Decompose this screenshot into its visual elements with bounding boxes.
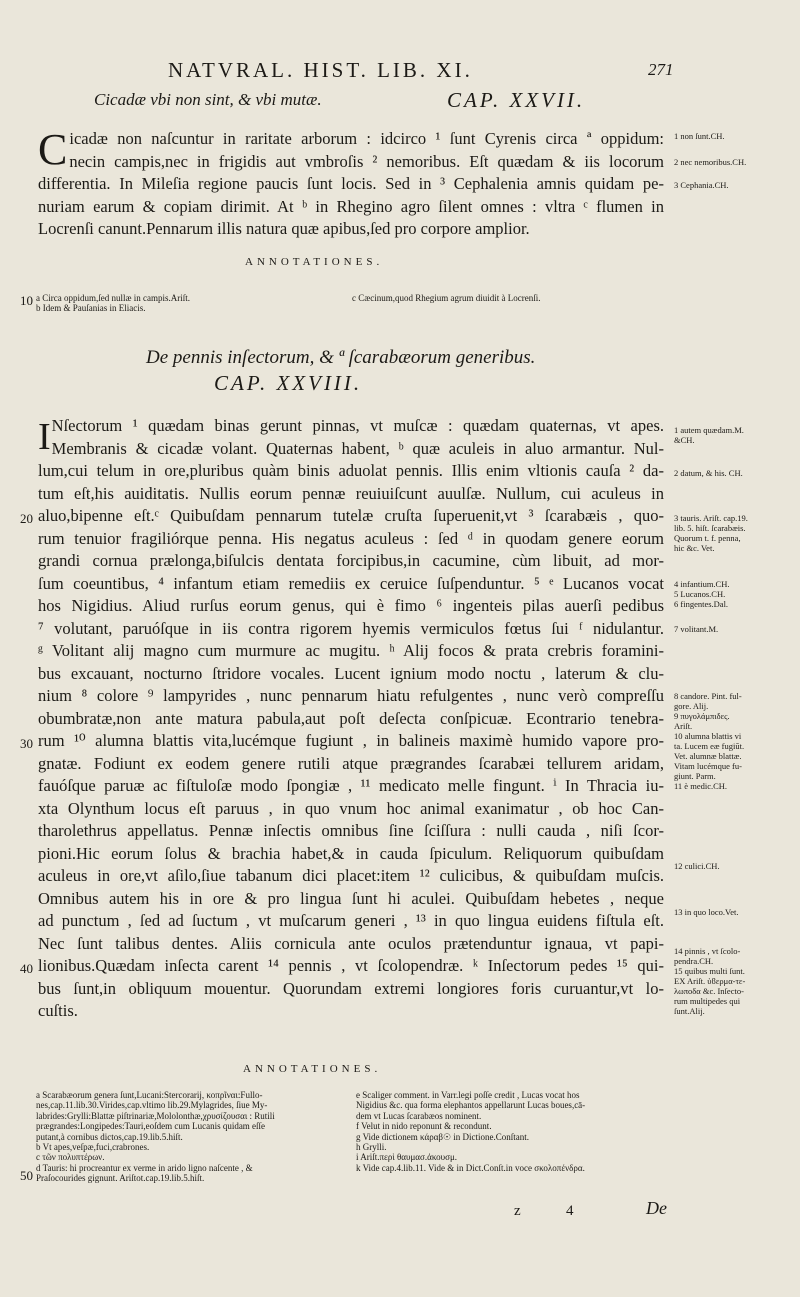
text-line: ᵍ Volitant alij magno cum murmure ac mugitu. ʰ Alij focos & prata crebris foramini- xyxy=(38,641,664,660)
annotation: a Circa oppidum,ſed nullæ in campis.Ariſt. xyxy=(36,293,190,303)
annotations-heading: ANNOTATIONES. xyxy=(243,1063,382,1075)
margin-note: 4 infantium.CH. 5 Lucanos.CH. 6 fingentes.Dal. xyxy=(674,579,730,609)
margin-note: 3 Cephania.CH. xyxy=(674,180,729,190)
annotation: b Idem & Pauſanias in Eliacis. xyxy=(36,303,146,314)
text-line: rum tenuior fragiliórque penna. His negatus aculeus : ſed ᵈ in quodam genere eorum xyxy=(38,528,664,548)
annotation-block xyxy=(36,293,190,314)
annotation-block-left: a Scarabæorum genera ſunt,Lucani:Stercorarij, κοπρῖναι:Fullo- nes,cap.11.lib.30.Virides,cap.vltimo lib.29.Mylagrides, ſiue My- labrides:Grylli:Blattæ piſtrinariæ,Mololonthæ,χρυσίζουσαι : Rutili prægrandes:Longipedes:Tauri,eoſdem cum Lucanis quidam eſſe putant,à cornibus dictos,cap.19.lib.5.hiſt. b Vt apes,veſpæ,fuci,crabrones. c τῶν πολυπτέρων. d Tauris: hi procreantur ex verme in arido ligno naſcente , & Praſocourides gignunt. Ariſtot.cap.19.lib.5.hiſt. xyxy=(36,1090,275,1184)
text-line: tum eſt,his auiditatis. Nullis eorum pennæ reuiuiſcunt auulſæ. Nullum, cui aculeus in xyxy=(38,483,664,503)
chapter-28-text xyxy=(38,415,664,1023)
margin-note: 1 autem quædam.M. &CH. xyxy=(674,425,744,445)
text-line: Nſectorum ¹ quædam binas gerunt pinnas, vt muſcæ : quædam quaternas, vt apes. xyxy=(51,416,664,435)
margin-note: 8 candore. Pint. ful- gore. Alij. 9 πυγολάμπιδες. Ariſt. 10 alumna blattis vi ta. Lucem eæ fugiūt. Vet. alumnæ blattæ. Vitam lucémque fu- giunt. Parm. 11 è medic.CH. xyxy=(674,691,745,791)
annotations-heading: ANNOTATIONES. xyxy=(245,256,384,268)
chapter-27-title: Cicadæ vbi non sint, & vbi mutæ. xyxy=(94,90,322,109)
chapter-28-title: De pennis inſectorum, & ª ſcarabæorum generibus. xyxy=(146,347,536,368)
margin-note: 12 culici.CH. xyxy=(674,861,720,871)
text-line: ⁷ volutant, paruóſque in iis contra rigorem hyemis vermiculos fœtus ſui ᶠ nidulantur. xyxy=(38,618,664,638)
line-number: 50 xyxy=(20,1168,33,1183)
text-line: cuſtis. xyxy=(38,1001,78,1020)
text-line: ad punctum , ſed ad ſuctum , vt muſcarum generi , ¹³ in quo lingua euidens fiſtula eſt. xyxy=(38,911,664,930)
margin-note: 13 in quo loco.Vet. xyxy=(674,907,739,917)
text-line: aculeus in ore,vt aſilo,ſiue tabanum dici placet:item ¹² culicibus, & quibuſdam muſcis. xyxy=(38,866,664,885)
text-line: rum ¹⁰ alumna blattis vita,lucémque fugiunt , in balineis maximè humido vapore pro- xyxy=(38,731,664,750)
margin-note: 1 non ſunt.CH. xyxy=(674,131,725,141)
signature-letter: z xyxy=(514,1203,521,1219)
text-line: Locrenſi canunt.Pennarum illis natura quæ apibus,ſed pro corpore amplior. xyxy=(38,219,530,238)
text-line: Omnibus autem his in ore & pro lingua ſunt hi aculei. Quibuſdam hebetes , neque xyxy=(38,888,664,908)
line-number: 20 xyxy=(20,511,33,526)
drop-cap: C xyxy=(38,125,68,174)
text-line: icadæ non naſcuntur in raritate arborum : idcirco ¹ ſunt Cyrenis circa ª oppidum: xyxy=(69,129,664,148)
drop-cap: I xyxy=(38,416,51,458)
text-line: necin campis,nec in frigidis aut vmbroſis ² nemoribus. Eſt quædam & iis locorum xyxy=(69,151,664,171)
text-line: fauóſque paruæ ac fiſtuloſæ modo ſpongiæ , ¹¹ medicato melle fingunt. ⁱ In Thracia iu- xyxy=(38,776,664,795)
annotation: c Cæcinum,quod Rhegium agrum diuidit à Locrenſi. xyxy=(352,293,541,303)
catchword: De xyxy=(646,1198,667,1218)
running-title: NATVRAL. HIST. LIB. XI. xyxy=(168,58,473,82)
signature-number: 4 xyxy=(566,1203,574,1219)
text-line: tharolethrus appellatus. Pennæ inſectis omnibus ſine ſciſſura : nulli cauda , niſi ſcor- xyxy=(38,821,664,840)
annotation-block-right: e Scaliger comment. in Varr.legi poſſe credit , Lucas vocat hos Nigidius &c. qua forma elephantos appellarunt Lucas boues,cā- dem vt Lucas ſcarabæos nominent. f Velut in nido reponunt & recondunt. g Vide dictionem κάραβ☉ in Dictione.Conſtant. h Grylli. i Ariſt.περὶ θαυμασ.ἀκουσμ. k Vide cap.4.lib.11. Vide & in Dict.Conſt.in voce σκολοπένδρα. xyxy=(356,1090,586,1173)
text-line: grandi cornua prælonga,biſulcis dentata forcipibus,in cacumine, cùm libuit, ad mor- xyxy=(38,551,664,570)
margin-note: 14 pinnis , vt ſcolo- pendra.CH. 15 quibus multi ſunt. EX Ariſt. ὑϐερμα-τε- λωποδα &c. Inſecto- rum multipedes qui ſunt.Alij. xyxy=(674,946,746,1016)
text-line: obumbratæ,non ante matura pabula,aut poſt deſecta conſpicuæ. Econtrario tenebra- xyxy=(38,708,664,728)
text-line: nium ⁸ colore ⁹ lampyrides , nunc pennarum hiatu refulgentes , nunc verò compreſſu xyxy=(38,686,664,705)
text-line: differentia. In Mileſia regione paucis ſunt locis. Sed in ³ Cephalenia amnis quidam pe- xyxy=(38,174,664,193)
chapter-27-number: CAP. XXVII. xyxy=(447,88,586,112)
line-number: 10 xyxy=(20,293,33,308)
text-line: pioni.Hic eorum ſolus & brachia habet,& in cauda ſpiculum. Reliquorum quibuſdam xyxy=(38,843,664,863)
margin-note: 7 volitant.M. xyxy=(674,624,719,634)
text-line: hos Nigidius. Aliud rurſus eorum genus, qui è fimo ⁶ ingenteis pilas auerſi pedibus xyxy=(38,596,664,615)
chapter-28-number: CAP. XXVIII. xyxy=(214,371,363,395)
text-line: Membranis & cicadæ volant. Quaternas habent, ᵇ quæ aculeis in aluo armantur. Nul- xyxy=(51,438,664,458)
text-line: nuriam earum & copiam dirimit. At ᵇ in Rhegino agro ſilent omnes : vltra ᶜ flumen in xyxy=(38,196,664,216)
text-line: bus excauant, nocturno ſtridore vocales. Lucent ignium modo noctu , laterum & clu- xyxy=(38,663,664,683)
text-line: lionibus.Quædam inſecta carent ¹⁴ pennis , vt ſcolopendræ. ᵏ Inſectorum pedes ¹⁵ qui- xyxy=(38,956,664,975)
margin-note: 2 datum, & his. CH. xyxy=(674,468,743,478)
margin-note: 2 nec nemoribus.CH. xyxy=(674,157,747,167)
text-line: gnatæ. Fodiunt ex eodem genere rutili atque prægrandes ſcarabæi tellurem aridam, xyxy=(38,753,664,773)
text-line: Nec ſunt talibus dentes. Aliis cornicula ante oculos prætenduntur ignaua, vt papi- xyxy=(38,933,664,953)
text-line: aluo,bipenne eſt.ᶜ Quibuſdam pennarum tutelæ cruſta ſuperuenit,vt ³ ſcarabæis , quo- xyxy=(38,506,664,525)
page-number: 271 xyxy=(648,60,674,79)
text-line: bus ſunt,in obliquum mouentur. Quorundam extremi longiores foris curuantur,vt lo- xyxy=(38,978,664,998)
chapter-27-text xyxy=(38,125,664,241)
line-number: 40 xyxy=(20,961,33,976)
margin-note: 3 tauris. Ariſt. cap.19. lib. 5. hiſt. ſcarabæis. Quorum t. f. penna, hic &c. Vet. xyxy=(674,513,748,553)
text-line: lum,cui telum in ore,pluribus quàm binis aduolat pennis. Illis enim vltionis cauſa ² da- xyxy=(38,461,664,480)
line-number: 30 xyxy=(20,736,33,751)
text-line: xta Olynthum locus eſt paruus , in quo vnum hoc animal exanimatur , ob hoc Can- xyxy=(38,798,664,818)
text-line: ſum coeuntibus, ⁴ infantum etiam remediis ex ceruice ſuſpenduntur. ⁵ ᵉ Lucanos vocat xyxy=(38,573,664,593)
